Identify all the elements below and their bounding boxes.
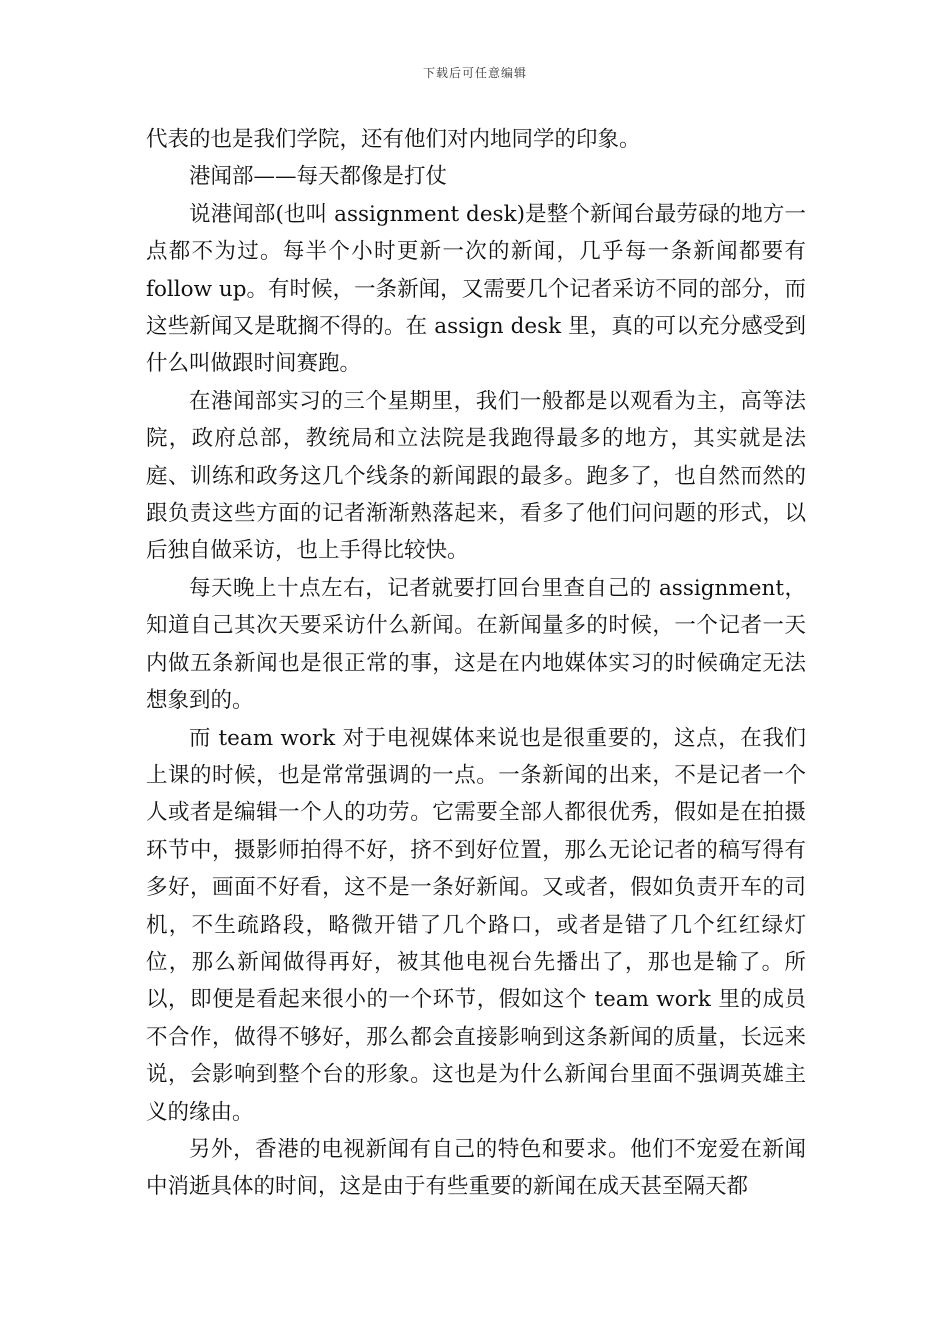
paragraph: 而 team work 对于电视媒体来说也是很重要的，这点，在我们上课的时候，也是常常强调的一点。一条新闻的出来，不是记者一个人或者是编辑一个人的功劳。它需要全部人都很优秀，假如是在拍摄环节中，摄影师拍得不好，挤不到好位置，那么无论记者的稿写得有多好，画面不好看，这不是一条好新闻。又或者，假如负责开车的司机，不生疏路段，略微开错了几个路口，或者是错了几个红红绿灯位，那么新闻做得再好，被其他电视台先播出了，那也是输了。所以，即便是看起来很小的一个环节，假如这个 team work 里的成员不合作，做得不够好，那么都会直接影响到这条新闻的质量，长远来说，会影响到整个台的形象。这也是为什么新闻台里面不强调英雄主义的缘由。: [146, 725, 806, 1125]
paragraph: 在港闻部实习的三个星期里，我们一般都是以观看为主，高等法院，政府总部，教统局和立法院是我跑得最多的地方，其实就是法庭、训练和政务这几个线条的新闻跟的最多。跑多了，也自然而然的跟负责这些方面的记者渐渐熟落起来，看多了他们问问题的形式，以后独自做采访，也上手得比较快。: [146, 388, 806, 564]
section-heading: 港闻部——每天都像是打仗: [189, 164, 448, 190]
page-header: 下载后可任意编辑: [422, 66, 527, 80]
paragraph-continuation: 代表的也是我们学院，还有他们对内地同学的印象。: [146, 127, 641, 152]
document-body: [146, 121, 806, 1206]
paragraph: 另外，香港的电视新闻有自己的特色和要求。他们不宠爱在新闻中消逝具体的时间，这是由于有些重要的新闻在成天甚至隔天都: [146, 1136, 806, 1200]
paragraph: 每天晚上十点左右，记者就要打回台里查自己的 assignment，知道自己其次天要采访什么新闻。在新闻量多的时候，一个记者一天内做五条新闻也是很正常的事，这是在内地媒体实习的时候确定无法想象到的。: [146, 575, 806, 714]
paragraph: 说港闻部(也叫 assignment desk)是整个新闻台最劳碌的地方一点都不为过。每半个小时更新一次的新闻，几乎每一条新闻都要有 follow up。有时候，一条新闻，又需要几个记者采访不同的部分，而这些新闻又是耽搁不得的。在 assign desk 里，真的可以充分感受到什么叫做跟时间赛跑。: [146, 201, 806, 377]
